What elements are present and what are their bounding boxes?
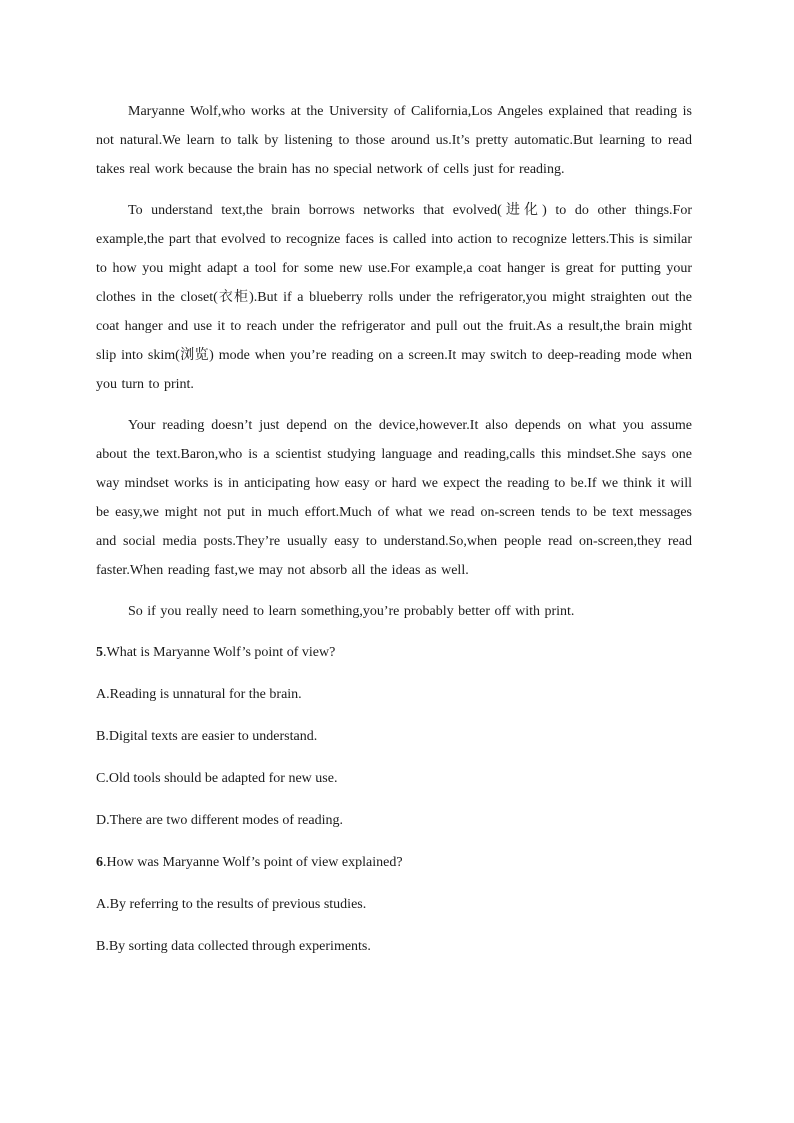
question-5	[96, 638, 692, 835]
question-5-stem	[96, 638, 692, 667]
question-5-option-a: A.Reading is unnatural for the brain.	[96, 687, 302, 702]
passage-paragraph-2: To understand text,the brain borrows networks that evolved(进化) to do other things.For example,the part that evolved to recognize faces is called into action to recognize letters.This is similar to how you might adapt a tool for some new use.For example,a coat hanger is great for putting your clothes in the closet(衣柜).But if a blueberry rolls under the refrigerator,you might straighten out the coat hanger and use it to reach under the refrigerator and pull out the fruit.As a result,the brain might slip into skim(浏览) mode when you’re reading on a screen.It may switch to deep-reading mode when you turn to print.	[96, 203, 692, 392]
question-6-option-a: A.By referring to the results of previous studies.	[96, 897, 367, 912]
passage-paragraph-4: So if you really need to learn something,you’re probably better off with print.	[128, 604, 575, 619]
question-6-stem	[96, 848, 692, 877]
question-6	[96, 848, 692, 961]
question-6-number: 6	[96, 855, 103, 870]
question-5-option-b: B.Digital texts are easier to understand.	[96, 729, 318, 744]
question-5-option-c: C.Old tools should be adapted for new use.	[96, 771, 338, 786]
reading-passage	[96, 97, 692, 974]
passage-paragraph-3: Your reading doesn’t just depend on the device,however.It also depends on what you assume about the text.Baron,who is a scientist studying language and reading,calls this mindset.She says one way mindset works is in anticipating how easy or hard we expect the reading to be.If we think it will be easy,we might not put in much effort.Much of what we read on-screen tends to be text messages and social media posts.They’re usually easy to understand.So,when people read on-screen,they read faster.When reading fast,we may not absorb all the ideas as well.	[96, 418, 692, 578]
question-5-number: 5	[96, 645, 103, 660]
question-5-option-d: D.There are two different modes of reading.	[96, 813, 343, 828]
question-6-option-b: B.By sorting data collected through experiments.	[96, 939, 371, 954]
passage-paragraph-1: Maryanne Wolf,who works at the University of California,Los Angeles explained that reading is not natural.We learn to talk by listening to those around us.It’s pretty automatic.But learning to read takes real work because the brain has no special network of cells just for reading.	[96, 104, 692, 177]
question-6-text: .How was Maryanne Wolf’s point of view explained?	[103, 855, 403, 870]
question-5-text: .What is Maryanne Wolf’s point of view?	[103, 645, 336, 660]
